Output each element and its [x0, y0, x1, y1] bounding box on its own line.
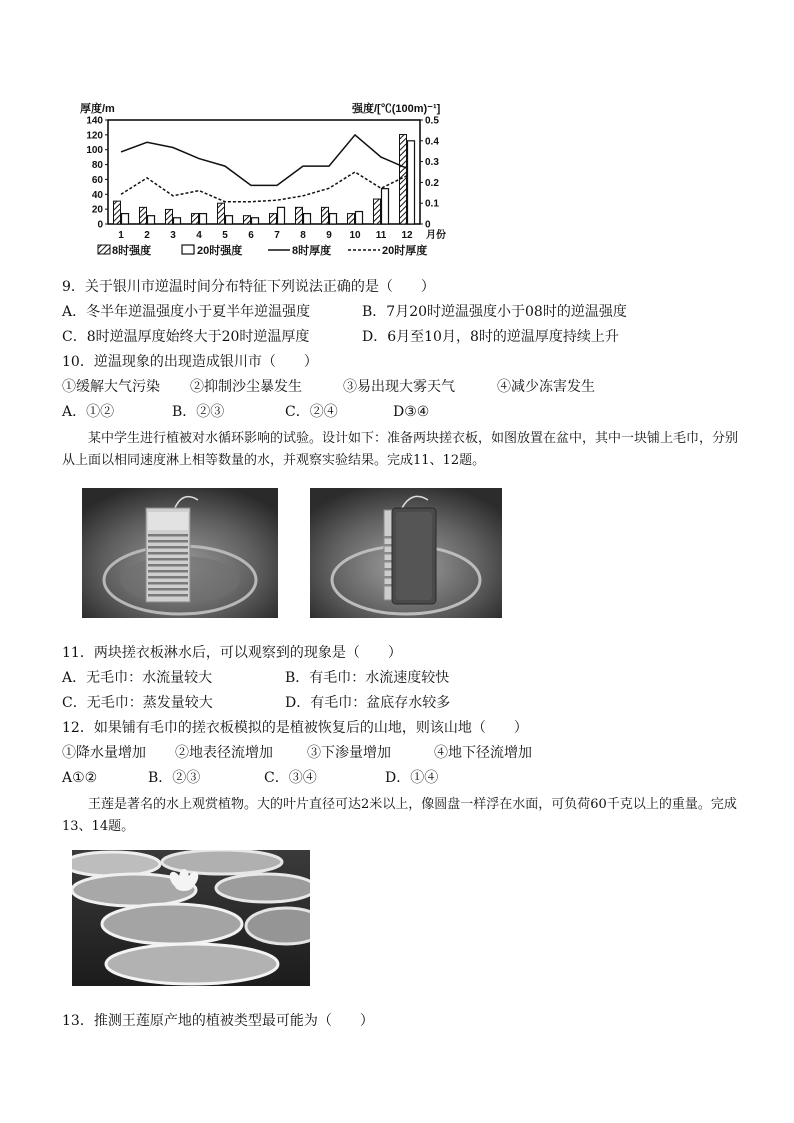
- q13-stem: 13．推测王莲原产地的植被类型最可能为（ ）: [62, 1013, 374, 1029]
- left-tick-label: 100: [86, 145, 103, 157]
- q10-option-d[interactable]: D③④: [393, 404, 430, 420]
- bar-20h-intensity: [330, 214, 337, 224]
- q10-option-c[interactable]: C．②④: [285, 404, 338, 420]
- bar-8h-intensity: [218, 203, 225, 224]
- bar-8h-intensity: [348, 214, 355, 224]
- bar-20h-intensity: [356, 212, 363, 224]
- bar-8h-intensity: [244, 216, 251, 224]
- q10-item-3: ③易出现大雾天气: [343, 379, 455, 395]
- left-tick-label: 80: [91, 160, 103, 172]
- bar-20h-intensity: [304, 214, 311, 224]
- bar-8h-intensity: [322, 207, 329, 224]
- q10-stem: 10．逆温现象的出现造成银川市（ ）: [62, 354, 318, 370]
- bar-8h-intensity: [114, 201, 121, 224]
- legend-20h-thickness: 20时厚度: [382, 245, 428, 257]
- x-tick-label: 10: [349, 230, 361, 241]
- left-tick-label: 60: [91, 174, 103, 186]
- line-20h-thickness: [121, 172, 407, 202]
- left-tick-label: 120: [86, 130, 103, 142]
- right-tick-label: 0.5: [425, 115, 439, 127]
- q12-item-1: ①降水量增加: [62, 745, 146, 761]
- left-tick-label: 0: [97, 219, 103, 231]
- bar-8h-intensity: [166, 209, 173, 224]
- x-tick-label: 8: [300, 230, 306, 241]
- bar-20h-intensity: [226, 216, 233, 224]
- q10-item-1: ①缓解大气污染: [62, 379, 160, 395]
- bar-20h-intensity: [174, 218, 181, 224]
- q12-option-c[interactable]: C．③④: [264, 770, 317, 786]
- q9-stem: 9．关于银川市逆温时间分布特征下列说法正确的是（ ）: [62, 279, 435, 295]
- bar-20h-intensity: [148, 216, 155, 224]
- q12-option-d[interactable]: D．①④: [385, 770, 439, 786]
- legend: [98, 243, 427, 257]
- intro-experiment: 某中学生进行植被对水循环影响的试验。设计如下：准备两块搓衣板，如图放置在盆中，其中一块铺上毛巾，分别从上面以相同速度淋上相等数量的水，并观察实验结果。完成11、12题。: [62, 431, 739, 468]
- bar-20h-intensity: [200, 214, 207, 224]
- q11-option-d[interactable]: D．有毛巾：盆底存水较多: [285, 695, 451, 711]
- x-tick-label: 4: [196, 230, 202, 241]
- x-tick-label: 7: [274, 230, 280, 241]
- q12-item-3: ③下渗量增加: [307, 745, 391, 761]
- washboard-photo-towel: [310, 488, 502, 618]
- right-tick-label: 0.3: [425, 157, 439, 169]
- right-tick-label: 0.1: [425, 198, 439, 210]
- x-tick-label: 2: [144, 230, 150, 241]
- left-axis-title: 厚度/m: [80, 103, 115, 115]
- inversion-chart: [80, 96, 460, 264]
- q10-item-2: ②抑制沙尘暴发生: [190, 379, 302, 395]
- q10-option-b[interactable]: B．②③: [172, 404, 225, 420]
- x-tick-label: 3: [170, 230, 176, 241]
- legend-8h-thickness: 8时厚度: [292, 245, 332, 257]
- q12-stem: 12．如果铺有毛巾的搓衣板模拟的是植被恢复后的山地，则该山地（ ）: [62, 720, 528, 736]
- q12-item-2: ②地表径流增加: [175, 745, 273, 761]
- right-tick-label: 0.4: [425, 136, 439, 148]
- bar-20h-intensity: [122, 214, 129, 224]
- q11-option-a[interactable]: A．无毛巾：水流量较大: [62, 670, 213, 686]
- q9-option-b[interactable]: B．7月20时逆温强度小于08时的逆温强度: [362, 304, 627, 320]
- bar-8h-intensity: [296, 207, 303, 224]
- legend-open-swatch: [182, 245, 194, 254]
- q10-item-4: ④减少冻害发生: [497, 379, 595, 395]
- q11-option-c[interactable]: C．无毛巾：蒸发量较大: [62, 695, 213, 711]
- x-tick-label: 9: [326, 230, 332, 241]
- q12-item-4: ④地下径流增加: [434, 745, 532, 761]
- bar-8h-intensity: [192, 214, 199, 224]
- q11-stem: 11．两块搓衣板淋水后，可以观察到的现象是（ ）: [62, 645, 402, 661]
- bar-8h-intensity: [270, 214, 277, 224]
- x-tick-label: 5: [222, 230, 228, 241]
- bar-20h-intensity: [408, 141, 415, 224]
- bar-20h-intensity: [278, 207, 285, 224]
- intro-victoria-lily: 王莲是著名的水上观赏植物。大的叶片直径可达2米以上，像圆盘一样浮在水面，可负荷60千克以上的重量。完成13、14题。: [62, 797, 737, 834]
- q12-option-a[interactable]: A①②: [62, 770, 98, 786]
- legend-8h-intensity: 8时强度: [112, 245, 152, 257]
- bar-8h-intensity: [140, 207, 147, 224]
- x-tick-label: 11: [375, 230, 387, 241]
- left-tick-label: 20: [91, 204, 103, 216]
- q9-option-a[interactable]: A．冬半年逆温强度小于夏半年逆温强度: [62, 304, 311, 320]
- q11-option-b[interactable]: B．有毛巾：水流速度较快: [285, 670, 450, 686]
- left-tick-label: 40: [91, 189, 103, 201]
- washboard-photo-plain: [82, 488, 278, 618]
- legend-20h-intensity: 20时强度: [197, 245, 243, 257]
- left-tick-label: 140: [86, 115, 103, 127]
- right-axis-title: 强度/[℃(100m)⁻¹]: [352, 103, 441, 115]
- victoria-lily-photo: [72, 850, 310, 986]
- right-tick-label: 0: [425, 219, 431, 231]
- legend-hatched-swatch: [98, 245, 110, 254]
- x-tick-label: 6: [248, 230, 254, 241]
- q9-option-c[interactable]: C．8时逆温厚度始终大于20时逆温厚度: [62, 329, 310, 345]
- q9-option-d[interactable]: D．6月至10月，8时的逆温厚度持续上升: [362, 329, 619, 345]
- q12-option-b[interactable]: B．②③: [148, 770, 201, 786]
- x-unit-label: 月份: [426, 230, 446, 241]
- line-8h-thickness: [121, 135, 407, 186]
- x-tick-label: 12: [401, 230, 413, 241]
- q10-option-a[interactable]: A．①②: [62, 404, 115, 420]
- bar-8h-intensity: [374, 199, 381, 224]
- bar-20h-intensity: [382, 189, 389, 224]
- right-tick-label: 0.2: [425, 177, 439, 189]
- x-tick-label: 1: [118, 230, 124, 241]
- bar-20h-intensity: [252, 218, 259, 224]
